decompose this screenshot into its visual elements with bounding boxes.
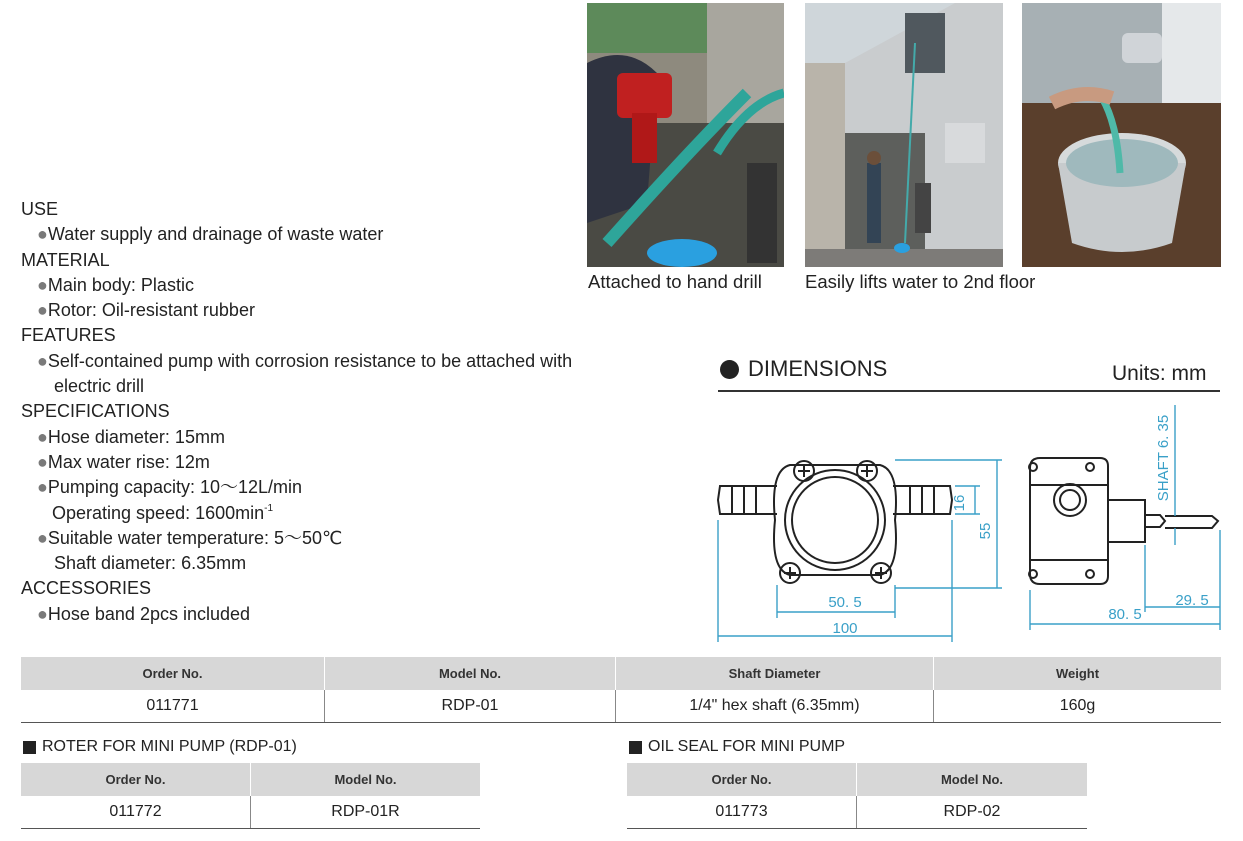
table-row [21,796,480,829]
header-order-no: Order No. [21,657,325,690]
accessories-heading: ACCESSORIES [21,578,152,599]
cell-weight: 160g [934,690,1222,723]
table-row [627,796,1087,829]
photo-caption-second-floor: Easily lifts water to 2nd floor [805,271,1036,292]
spec-hose-diameter: ●Hose diameter: 15mm [37,426,225,447]
oilseal-table [627,763,1087,829]
roter-section-title: ROTER FOR MINI PUMP (RDP-01) [23,738,297,756]
dim-shaft-label: SHAFT 6. 35 [1155,414,1172,502]
photo-bucket [1022,3,1221,267]
cell-model-no: RDP-01 [325,690,616,723]
dim-55-label: 55 [977,522,994,540]
table-header-row [21,657,1221,690]
header-shaft-diameter: Shaft Diameter [616,657,934,690]
dimensions-rule [718,390,1220,392]
header-model-no: Model No. [251,763,481,796]
dimension-drawing [700,395,1230,650]
photo-second-floor [805,3,1003,267]
cell-model-no: RDP-02 [857,796,1088,829]
cell-model-no: RDP-01R [251,796,481,829]
spec-shaft-diameter: Shaft diameter: 6.35mm [54,553,247,574]
features-item-continued: electric drill [54,376,145,397]
spec-max-water-rise: ●Max water rise: 12m [37,451,210,472]
square-bullet-icon [23,741,36,754]
dimensions-title: DIMENSIONS [720,356,887,382]
accessories-item: ●Hose band 2pcs included [37,603,251,624]
cell-order-no: 011771 [21,690,325,723]
table-header-row [627,763,1087,796]
dim-80-5-label: 80. 5 [1108,606,1142,623]
roter-table [21,763,480,829]
material-heading: MATERIAL [21,249,110,270]
header-model-no: Model No. [325,657,616,690]
cell-order-no: 011772 [21,796,251,829]
bullet-icon [720,360,739,379]
material-item-body: ●Main body: Plastic [37,274,194,295]
spec-pumping-capacity: ●Pumping capacity: 10～12L/min [37,477,303,498]
use-item: ●Water supply and drainage of waste water [37,224,384,245]
dim-100-label: 100 [832,620,858,637]
material-item-rotor: ●Rotor: Oil-resistant rubber [37,300,255,321]
features-heading: FEATURES [21,325,116,346]
use-heading: USE [21,199,59,219]
dim-29-5-label: 29. 5 [1175,592,1209,609]
table-row [21,690,1221,723]
units-label: Units: mm [1112,362,1207,385]
header-weight: Weight [934,657,1222,690]
oilseal-section-title: OIL SEAL FOR MINI PUMP [629,738,845,756]
cell-order-no: 011773 [627,796,857,829]
cell-shaft-diameter: 1/4" hex shaft (6.35mm) [616,690,934,723]
dim-16-label: 16 [951,494,968,512]
spec-water-temperature: ●Suitable water temperature: 5～50℃ [37,527,343,548]
photo-caption-hand-drill: Attached to hand drill [588,271,762,292]
square-bullet-icon [629,741,642,754]
dim-50-5-label: 50. 5 [828,594,862,611]
table-header-row [21,763,480,796]
header-order-no: Order No. [21,763,251,796]
spec-list [21,197,641,627]
spec-operating-speed: Operating speed: $1600\min^{-1}$ [52,502,274,523]
features-item: ●Self-contained pump with corrosion resistance to be attached with [37,350,573,371]
header-order-no: Order No. [627,763,857,796]
specifications-heading: SPECIFICATIONS [21,401,170,422]
header-model-no: Model No. [857,763,1088,796]
main-product-table [21,657,1221,723]
